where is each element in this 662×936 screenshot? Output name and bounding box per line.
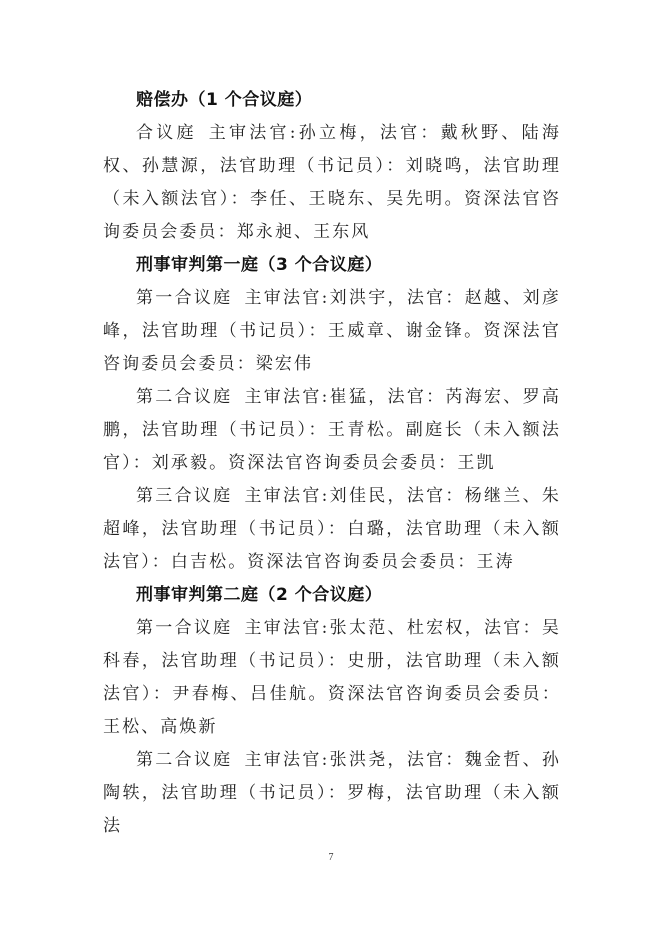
section-heading-compensation-office: 赔偿办（1 个合议庭） [136, 90, 313, 110]
section-heading-criminal-court-2: 刑事审判第二庭（2 个合议庭） [136, 585, 383, 605]
panel-label: 合议庭 [136, 123, 197, 143]
panel-members: 主审法官:刘洪宇，法官：赵越、刘彦峰，法官助理（书记员）：王威章、谢金锋。资深法官咨询委员会委员：梁宏伟 [103, 288, 561, 374]
panel-paragraph [103, 282, 561, 381]
panel-label: 第二合议庭 [136, 387, 233, 407]
panel-paragraph [103, 480, 561, 579]
panel-paragraph [103, 744, 561, 843]
panel-label: 第一合议庭 [136, 288, 233, 308]
panel-members: 主审法官:刘佳民，法官：杨继兰、朱超峰，法官助理（书记员）：白璐，法官助理（未入额法官）：白吉松。资深法官咨询委员会委员：王涛 [103, 486, 561, 572]
panel-members: 主审法官:张洪尧，法官：魏金哲、孙陶轶，法官助理（书记员）：罗梅，法官助理（未入额法 [103, 750, 561, 836]
panel-members: 主审法官:张太范、杜宏权，法官：吴科春，法官助理（书记员）：史册，法官助理（未入额法官）：尹春梅、吕佳航。资深法官咨询委员会委员：王松、高焕新 [103, 618, 561, 737]
panel-members: 主审法官:孙立梅，法官：戴秋野、陆海权、孙慧源，法官助理（书记员）：刘晓鸣，法官助理（未入额法官）：李任、王晓东、吴先明。资深法官咨询委员会委员：郑永昶、王东风 [103, 123, 561, 242]
panel-label: 第一合议庭 [136, 618, 233, 638]
panel-label: 第二合议庭 [136, 750, 233, 770]
panel-members: 主审法官:崔猛，法官：芮海宏、罗高鹏，法官助理（书记员）：王青松。副庭长（未入额法官）：刘承毅。资深法官咨询委员会委员：王凯 [103, 387, 561, 473]
panel-paragraph [103, 612, 561, 744]
document-body [103, 84, 561, 843]
page-number: 7 [328, 852, 334, 863]
panel-paragraph [103, 381, 561, 480]
panel-label: 第三合议庭 [136, 486, 233, 506]
panel-paragraph [103, 117, 561, 249]
section-heading-criminal-court-1: 刑事审判第一庭（3 个合议庭） [136, 255, 383, 275]
